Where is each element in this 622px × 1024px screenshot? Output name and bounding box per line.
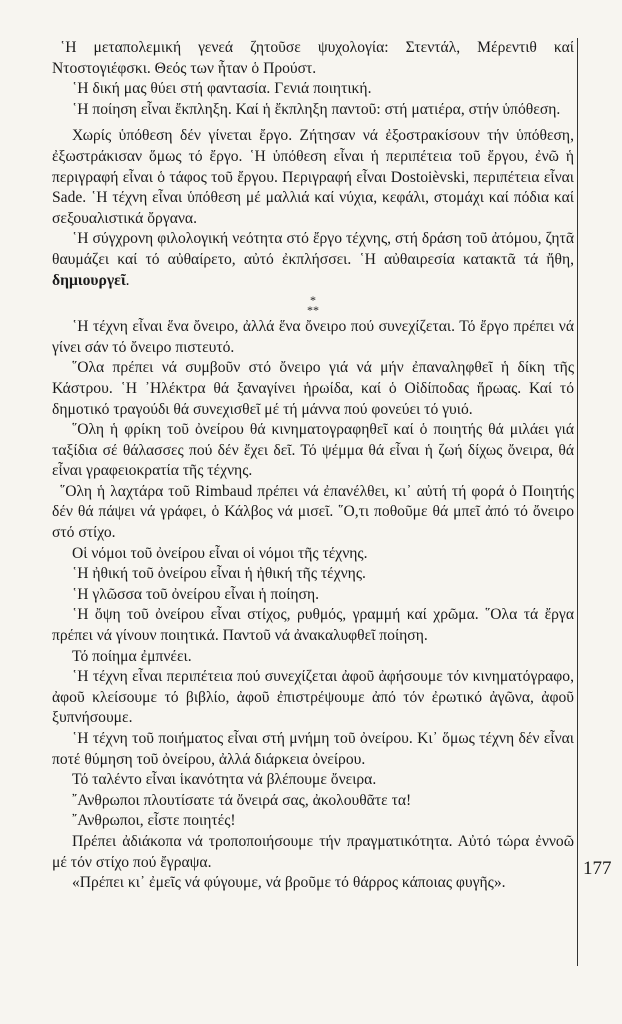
paragraph-21: «Πρέπει κι᾿ ἐμεῖς νά φύγουμε, νά βροῦμε τό θάρρος κάποιας φυγῆς». bbox=[72, 874, 506, 892]
paragraph-3: ῾Η ποίηση εἶναι ἔκπληξη. Καί ἡ ἔκπληξη παντοῦ: στή ματιέρα, στήν ὑπόθεση. bbox=[72, 100, 561, 118]
paragraph-5-text: ῾Η σύγχρονη φιλολογική νεότητα στό ἔργο τέχνης, στή δράση τοῦ ἀτόμου, ζητᾶ θαυμάζει καί τό αὐθαίρετο, αὐτό ἐκπλήσσει. ῾Η αὐθαιρεσία κατακτᾶ τά ἤθη, bbox=[52, 230, 574, 268]
section-separator bbox=[52, 293, 574, 318]
paragraph-8: ῞Ολη ἡ φρίκη τοῦ ὀνείρου θά κινηματογραφηθεῖ καί ὁ ποιητής θά μιλάει γιά ταξίδια σέ θάλασσες πού δέν ἔχει δεῖ. Τό ψέμμα θά εἶναι ἡ ζωή δίχως ὄνειρα, θά εἶναι γραφειοκρατία τῆς τέχνης. bbox=[52, 421, 574, 480]
paragraph-7: ῞Ολα πρέπει νά συμβοῦν στό ὄνειρο γιά νά μήν ἐπαναληφθεῖ ἡ δίκη τῆς Κάστρου. ῾Η ᾿Ηλέκτρα θά ξαναγίνει ἡρωίδα, καί ὁ Οἰδίποδας ἥρωας. Καί τό δημοτικό τραγούδι θά συνεχισθεῖ μέ τή μάννα πού φονεύει τό γυιό. bbox=[52, 359, 574, 418]
separator-top: * bbox=[310, 293, 316, 308]
paragraph-5 bbox=[52, 229, 574, 291]
paragraph-18: ῎Ανθρωποι πλουτίσατε τά ὄνειρά σας, ἀκολουθᾶτε τα! bbox=[72, 791, 412, 809]
paragraph-1: ῾Η μεταπολεμική γενεά ζητοῦσε ψυχολογία: Στεντάλ, Μέρεντιθ καί Ντοστογιέφσκι. Θεός των ἦταν ὁ Προύστ. bbox=[52, 39, 574, 77]
paragraph-15: ῾Η τέχνη εἶναι περιπέτεια πού συνεχίζεται ἀφοῦ ἀφήσουμε τόν κινηματόγραφο, ἀφοῦ κλείσουμε τό βιβλίο, ἀφοῦ ἐπιστρέψουμε ἀπό τόν ἐρωτικό ἀγῶνα, ἀφοῦ ξυπνήσουμε. bbox=[52, 668, 574, 727]
paragraph-2: ῾Η δική μας θύει στή φαντασία. Γενιά ποιητική. bbox=[72, 80, 372, 98]
paragraph-4: Χωρίς ὑπόθεση δέν γίνεται ἔργο. Ζήτησαν νά ἐξοστρακίσουν τήν ὑπόθεση, ἐξωστράκισαν ὅμως τό ἔργο. ῾Η ὑπόθεση εἶναι ἡ περιπέτεια τοῦ ἔργου, ἐνῶ ἡ περιγραφή εἶναι ὁ τάφος τοῦ ἔργου. Περιγραφή εἶναι Dostoièvski, περιπέτεια εἶναι Sade. ῾Η τέχνη εἶναι ὑπόθεση μέ μαλλιά καί νύχια, κεφάλι, στομάχι καί πόδια καί σεξουαλιστικά ὄργανα. bbox=[52, 127, 574, 227]
paragraph-17: Τό ταλέντο εἶναι ἱκανότητα νά βλέπουμε ὄνειρα. bbox=[72, 771, 377, 789]
paragraph-6: ῾Η τέχνη εἶναι ἕνα ὄνειρο, ἀλλά ἕνα ὄνειρο πού συνεχίζεται. Τό ἔργο πρέπει νά γίνει σάν τό ὄνειρο πιστευτό. bbox=[52, 318, 574, 356]
paragraph-19: ῎Ανθρωποι, εἶστε ποιητές! bbox=[72, 812, 236, 830]
paragraph-14: Τό ποίημα ἐμπνέει. bbox=[72, 647, 192, 665]
paragraph-9: ῞Ολη ἡ λαχτάρα τοῦ Rimbaud πρέπει νά ἐπανέλθει, κι᾿ αὐτή τή φορά ὁ Ποιητής δέν θά πάψει νά γράφει, ὁ Κάλβος νά μισεῖ. ῞Ο,τι ποθοῦμε θά μπεῖ ἀπό τό ὄνειρο στό στίχο. bbox=[52, 482, 574, 542]
paragraph-5-bold: δημιουργεῖ bbox=[52, 271, 126, 289]
paragraph-20: Πρέπει ἀδιάκοπα νά τροποποιήσουμε τήν πραγματικότητα. Αὐτό τώρα ἐννοῶ μέ τόν στίχο πού ἔγραψα. bbox=[52, 832, 574, 871]
paragraph-5-end: . bbox=[125, 271, 130, 289]
margin-rule bbox=[577, 38, 578, 966]
paragraph-10: Οἱ νόμοι τοῦ ὀνείρου εἶναι οἱ νόμοι τῆς τέχνης. bbox=[72, 544, 368, 562]
paragraph-13: ῾Η ὄψη τοῦ ὀνείρου εἶναι στίχος, ρυθμός, γραμμή καί χρῶμα. ῞Ολα τά ἔργα πρέπει νά γίνουν ποιητικά. Παντοῦ νά ἀνακαλυφθεῖ ποίηση. bbox=[52, 606, 574, 645]
paragraph-16: ῾Η τέχνη τοῦ ποιήματος εἶναι στή μνήμη τοῦ ὀνείρου. Κι᾿ ὅμως τέχνη δέν εἶναι ποτέ θύμηση τοῦ ὀνείρου, ἀλλά διάρκεια ὀνείρου. bbox=[52, 730, 574, 768]
paragraph-11: ῾Η ἠθική τοῦ ὀνείρου εἶναι ἡ ἠθική τῆς τέχνης. bbox=[72, 565, 366, 583]
page-number: 177 bbox=[583, 858, 612, 879]
paragraph-12: ῾Η γλῶσσα τοῦ ὀνείρου εἶναι ἡ ποίηση. bbox=[72, 585, 320, 603]
separator-bottom: ** bbox=[307, 303, 319, 318]
page-body bbox=[52, 38, 574, 894]
